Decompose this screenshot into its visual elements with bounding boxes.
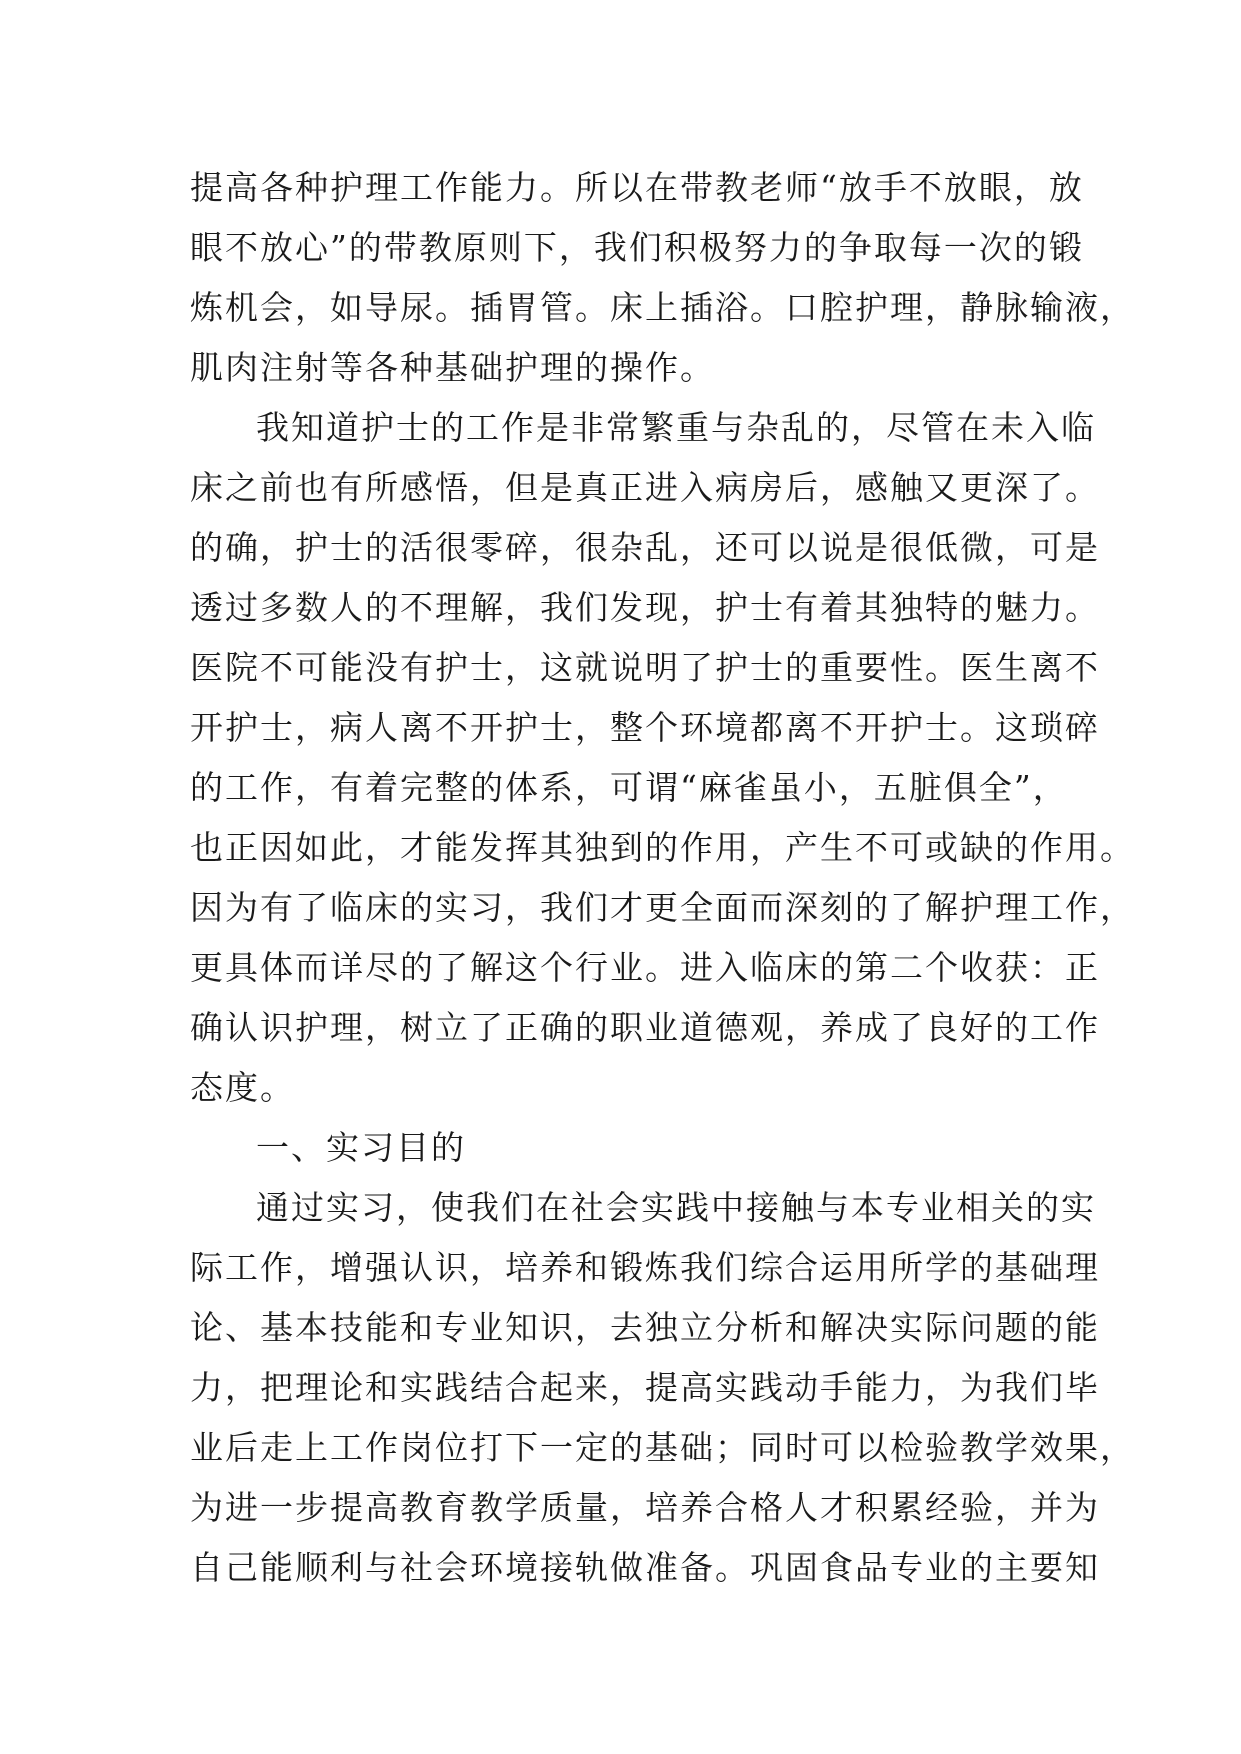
text-line: 炼机会，如导尿。插胃管。床上插浴。口腔护理，静脉输液，	[190, 288, 1135, 327]
paragraph-first-line: 通过实习，使我们在社会实践中接触与本专业相关的实	[256, 1188, 1096, 1227]
paragraph-first-line: 我知道护士的工作是非常繁重与杂乱的，尽管在未入临	[256, 408, 1096, 447]
text-line: 业后走上工作岗位打下一定的基础；同时可以检验教学效果，	[190, 1428, 1135, 1467]
text-line: 为进一步提高教育教学质量，培养合格人才积累经验，并为	[190, 1488, 1100, 1527]
text-line: 开护士，病人离不开护士，整个环境都离不开护士。这琐碎	[190, 708, 1100, 747]
text-line: 确认识护理，树立了正确的职业道德观，养成了良好的工作	[190, 1008, 1100, 1047]
text-line: 态度。	[190, 1068, 295, 1107]
text-line: 力，把理论和实践结合起来，提高实践动手能力，为我们毕	[190, 1368, 1100, 1407]
text-line: 的确，护士的活很零碎，很杂乱，还可以说是很低微，可是	[190, 528, 1100, 567]
text-line: 自己能顺利与社会环境接轨做准备。巩固食品专业的主要知	[190, 1548, 1100, 1587]
section-heading: 一、实习目的	[256, 1128, 466, 1167]
text-line: 际工作，增强认识，培养和锻炼我们综合运用所学的基础理	[190, 1248, 1100, 1287]
text-line: 提高各种护理工作能力。所以在带教老师“放手不放眼，放	[190, 168, 1084, 207]
text-line: 眼不放心”的带教原则下，我们积极努力的争取每一次的锻	[190, 228, 1084, 267]
text-line: 的工作，有着完整的体系，可谓“麻雀虽小，五脏俱全”，	[190, 768, 1068, 807]
text-line: 医院不可能没有护士，这就说明了护士的重要性。医生离不	[190, 648, 1100, 687]
text-line: 床之前也有所感悟，但是真正进入病房后，感触又更深了。	[190, 468, 1100, 507]
text-line: 更具体而详尽的了解这个行业。进入临床的第二个收获：正	[190, 948, 1100, 987]
text-line: 因为有了临床的实习，我们才更全面而深刻的了解护理工作，	[190, 888, 1135, 927]
text-line: 肌肉注射等各种基础护理的操作。	[190, 348, 715, 387]
body-text	[190, 158, 1135, 1598]
text-line: 透过多数人的不理解，我们发现，护士有着其独特的魅力。	[190, 588, 1100, 627]
text-line: 论、基本技能和专业知识，去独立分析和解决实际问题的能	[190, 1308, 1100, 1347]
text-line: 也正因如此，才能发挥其独到的作用，产生不可或缺的作用。	[190, 828, 1135, 867]
